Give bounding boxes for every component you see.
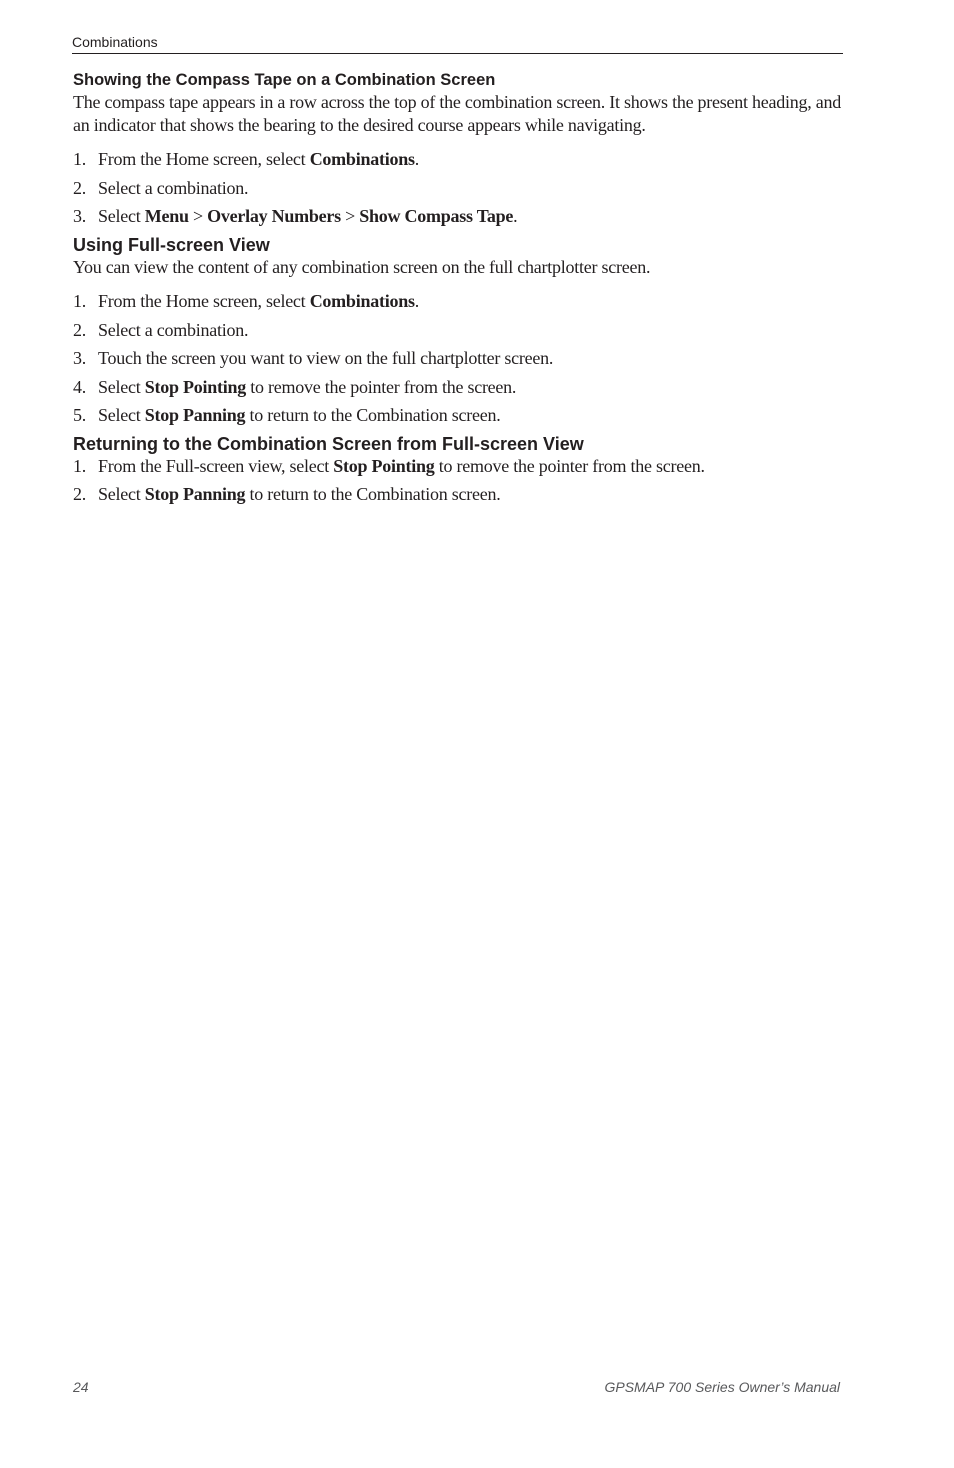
running-header: Combinations: [72, 33, 843, 54]
manual-title: GPSMAP 700 Series Owner’s Manual: [604, 1379, 840, 1395]
section-heading-full-screen: Using Full-screen View: [73, 234, 270, 255]
page-number: 24: [73, 1379, 89, 1395]
list-item: 1. From the Home screen, select Combinations.: [73, 291, 419, 311]
list-item: 3. Select Menu > Overlay Numbers > Show Compass Tape.: [73, 206, 518, 226]
list-item: 1. From the Home screen, select Combinations.: [73, 149, 419, 169]
list-item: 2. Select a combination.: [73, 319, 249, 340]
section-heading-compass-tape: Showing the Compass Tape on a Combination Screen: [73, 71, 496, 89]
list-item: 2. Select Stop Panning to return to the Combination screen.: [73, 484, 501, 504]
section-intro-compass-tape: The compass tape appears in a row across the top of the combination screen. It shows the present heading, and an indicator that shows the bearing to the desired course appears while navigating.: [73, 92, 842, 135]
steps-returning: [73, 455, 853, 512]
list-item: 2. Select a combination.: [73, 177, 249, 198]
page-content: [73, 69, 853, 512]
section-heading-returning: Returning to the Combination Screen from Full-screen View: [73, 433, 584, 454]
list-item: 4. Select Stop Pointing to remove the pointer from the screen.: [73, 376, 517, 397]
list-item: 1. From the Full-screen view, select Stop Pointing to remove the pointer from the screen.: [73, 455, 705, 476]
list-item: 5. Select Stop Panning to return to the Combination screen.: [73, 405, 501, 425]
list-item: 3. Touch the screen you want to view on the full chartplotter screen.: [73, 348, 554, 368]
steps-compass-tape: [73, 148, 853, 234]
steps-full-screen: [73, 290, 853, 433]
section-intro-full-screen: You can view the content of any combination screen on the full chartplotter screen.: [73, 256, 651, 277]
